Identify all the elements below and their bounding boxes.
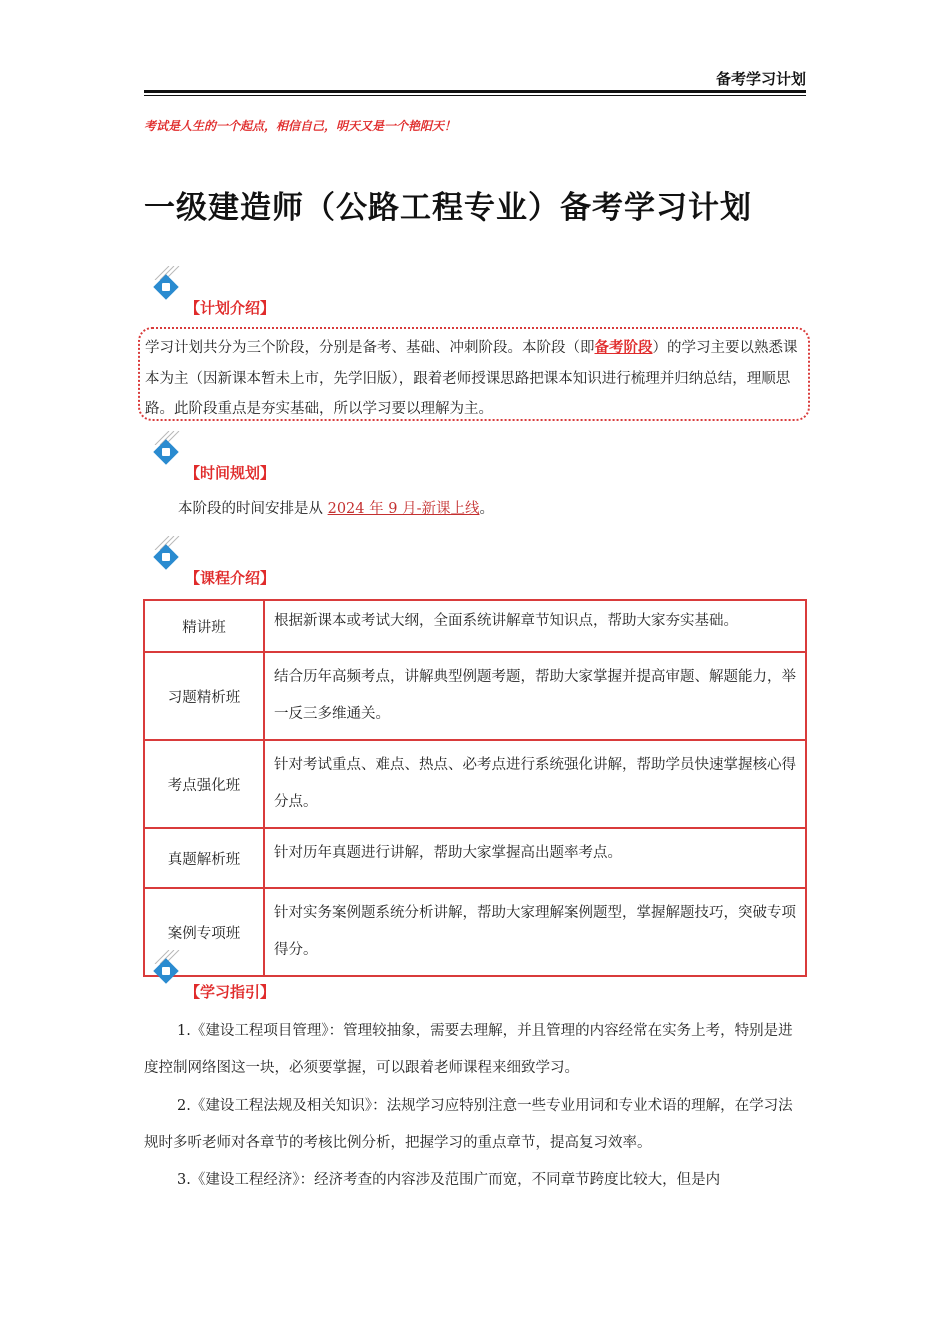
course-desc: 针对考试重点、难点、热点、必考点进行系统强化讲解，帮助学员快速掌握核心得分点。 — [264, 740, 806, 828]
guide-item: 3.《建设工程经济》：经济考查的内容涉及范围广而宽，不同章节跨度比较大，但是内 — [177, 1172, 721, 1188]
table-row — [144, 828, 806, 888]
course-name: 考点强化班 — [144, 740, 264, 828]
section-diamond-icon — [147, 536, 187, 576]
intro-text-before: 学习计划共分为三个阶段，分别是备考、基础、冲刺阶段。本阶段（即 — [145, 340, 595, 356]
table-row — [144, 600, 806, 652]
time-text-before: 本阶段的时间安排是从 — [178, 501, 328, 517]
course-desc: 结合历年高频考点，讲解典型例题考题，帮助大家掌握并提高审题、解题能力，举一反三多维通关。 — [264, 652, 806, 740]
course-name: 案例专项班 — [144, 888, 264, 976]
intro-paragraph — [145, 333, 809, 425]
time-text-after: 。 — [479, 501, 494, 517]
intro-text-after: ）的学习主要以熟悉课本为主（因新课本暂未上市，先学旧版），跟着老师授课思路把课本知识进行梳理并归纳总结，理顺思路。此阶段重点是夯实基础，所以学习要以理解为主。 — [145, 340, 798, 417]
section-diamond-icon — [147, 266, 187, 306]
time-heading: 【时间规划】 — [185, 464, 276, 482]
intro-highlight: 备考阶段 — [594, 339, 653, 356]
course-desc: 根据新课本或考试大纲，全面系统讲解章节知识点，帮助大家夯实基础。 — [264, 600, 806, 652]
intro-heading: 【计划介绍】 — [185, 299, 276, 317]
motto: 考试是人生的一个起点，相信自己，明天又是一个艳阳天！ — [144, 119, 457, 133]
course-name: 精讲班 — [144, 600, 264, 652]
guide-item: 2.《建设工程法规及相关知识》：法规学习应特别注意一些专业用词和专业术语的理解，在学习法规时多听老师对各章节的考核比例分析，把握学习的重点章节，提高复习效率。 — [144, 1098, 793, 1151]
table-row — [144, 740, 806, 828]
section-diamond-icon — [147, 431, 187, 471]
header-rule-thin — [144, 95, 806, 96]
course-name: 习题精析班 — [144, 652, 264, 740]
table-row — [144, 652, 806, 740]
course-desc: 针对实务案例题系统分析讲解，帮助大家理解案例题型，掌握解题技巧，突破专项得分。 — [264, 888, 806, 976]
course-name: 真题解析班 — [144, 828, 264, 888]
course-desc: 针对历年真题进行讲解，帮助大家掌握高出题率考点。 — [264, 828, 806, 888]
guide-heading: 【学习指引】 — [185, 983, 276, 1001]
guide-item: 1.《建设工程项目管理》：管理较抽象，需要去理解，并且管理的内容经常在实务上考，特别是进度控制网络图这一块，必须要掌握，可以跟着老师课程来细致学习。 — [144, 1023, 793, 1076]
courses-heading: 【课程介绍】 — [185, 569, 276, 587]
course-table — [143, 599, 807, 977]
time-paragraph — [178, 497, 494, 521]
header-rule — [144, 90, 806, 93]
header-title: 备考学习计划 — [715, 70, 806, 88]
time-highlight: 2024 年 9 月-新课上线 — [327, 501, 480, 517]
table-row — [144, 888, 806, 976]
page-title: 一级建造师（公路工程专业）备考学习计划 — [144, 190, 752, 226]
section-diamond-icon — [147, 950, 187, 990]
